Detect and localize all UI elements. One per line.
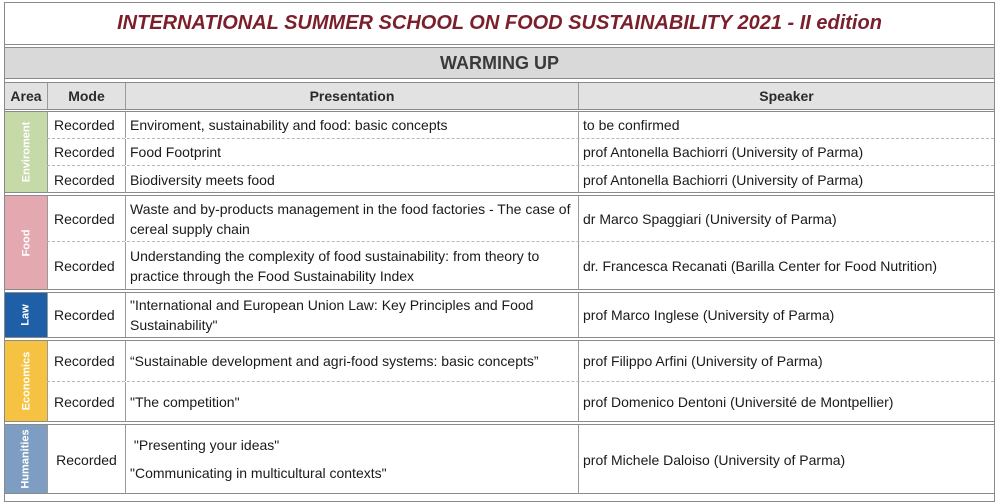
table-row bbox=[47, 196, 994, 242]
column-header-row bbox=[5, 82, 994, 110]
speaker-cell: dr Marco Spaggiari (University of Parma) bbox=[578, 196, 994, 241]
mode-cell: Recorded bbox=[47, 425, 125, 494]
area-band bbox=[5, 341, 47, 421]
col-header-presentation: Presentation bbox=[125, 83, 578, 109]
speaker-cell: prof Antonella Bachiorri (University of Parma) bbox=[578, 139, 994, 165]
mode-cell: Recorded bbox=[47, 382, 125, 422]
area-band bbox=[5, 293, 47, 337]
area-group-enviroment bbox=[5, 111, 994, 193]
speaker-cell: prof Michele Daloiso (University of Parma) bbox=[578, 425, 994, 494]
presentation-item: "Presenting your ideas" bbox=[130, 437, 280, 453]
table-row bbox=[47, 425, 994, 494]
table-row bbox=[47, 166, 994, 193]
area-label: Humanities bbox=[20, 429, 33, 489]
presentation-cell: “Sustainable development and agri-food systems: basic concepts” bbox=[125, 341, 578, 381]
mode-cell: Recorded bbox=[47, 139, 125, 165]
speaker-cell: prof Domenico Dentoni (Université de Montpellier) bbox=[578, 382, 994, 422]
presentation-cell: Understanding the complexity of food sustainability: from theory to practice through the Food Sustainability Index bbox=[125, 242, 578, 290]
presentation-cell: "International and European Union Law: Key Principles and Food Sustainability" bbox=[125, 293, 578, 337]
area-group-law bbox=[5, 292, 994, 338]
presentation-cell: Biodiversity meets food bbox=[125, 166, 578, 193]
mode-cell: Recorded bbox=[47, 293, 125, 337]
area-label: Enviroment bbox=[20, 121, 33, 183]
mode-cell: Recorded bbox=[47, 112, 125, 138]
presentation-cell: Waste and by-products management in the food factories - The case of cereal supply chain bbox=[125, 196, 578, 241]
presentation-cell: Food Footprint bbox=[125, 139, 578, 165]
speaker-cell: prof Filippo Arfini (University of Parma) bbox=[578, 341, 994, 381]
mode-cell: Recorded bbox=[47, 196, 125, 241]
schedule-table bbox=[4, 2, 995, 502]
presentation-cell: "The competition" bbox=[125, 382, 578, 422]
speaker-cell: dr. Francesca Recanati (Barilla Center for Food Nutrition) bbox=[578, 242, 994, 290]
table-row bbox=[47, 139, 994, 166]
mode-cell: Recorded bbox=[47, 242, 125, 290]
area-band bbox=[5, 425, 47, 493]
speaker-cell: prof Antonella Bachiorri (University of Parma) bbox=[578, 166, 994, 193]
area-group-food bbox=[5, 195, 994, 290]
mode-cell: Recorded bbox=[47, 341, 125, 381]
col-header-area: Area bbox=[10, 88, 42, 104]
area-label: Food bbox=[19, 229, 32, 256]
presentation-cell: Enviroment, sustainability and food: basic concepts bbox=[125, 112, 578, 138]
col-header-speaker: Speaker bbox=[578, 83, 994, 109]
table-row bbox=[47, 341, 994, 382]
section-header: WARMING UP bbox=[5, 47, 994, 79]
table-row bbox=[47, 382, 994, 422]
table-row bbox=[47, 242, 994, 290]
table-row bbox=[47, 112, 994, 139]
area-label: Law bbox=[20, 304, 32, 326]
area-group-humanities bbox=[5, 424, 994, 494]
speaker-cell: prof Marco Inglese (University of Parma) bbox=[578, 293, 994, 337]
presentation-item: "Communicating in multicultural contexts" bbox=[130, 465, 387, 481]
area-band bbox=[5, 112, 47, 192]
page-title: INTERNATIONAL SUMMER SCHOOL ON FOOD SUSTAINABILITY 2021 - II edition bbox=[5, 3, 994, 45]
area-group-economics bbox=[5, 340, 994, 422]
speaker-cell: to be confirmed bbox=[578, 112, 994, 138]
mode-cell: Recorded bbox=[47, 166, 125, 193]
area-band bbox=[5, 196, 47, 289]
col-header-mode: Mode bbox=[47, 83, 125, 109]
presentation-cell bbox=[125, 425, 578, 494]
table-row bbox=[47, 293, 994, 337]
area-label: Economics bbox=[20, 351, 32, 411]
